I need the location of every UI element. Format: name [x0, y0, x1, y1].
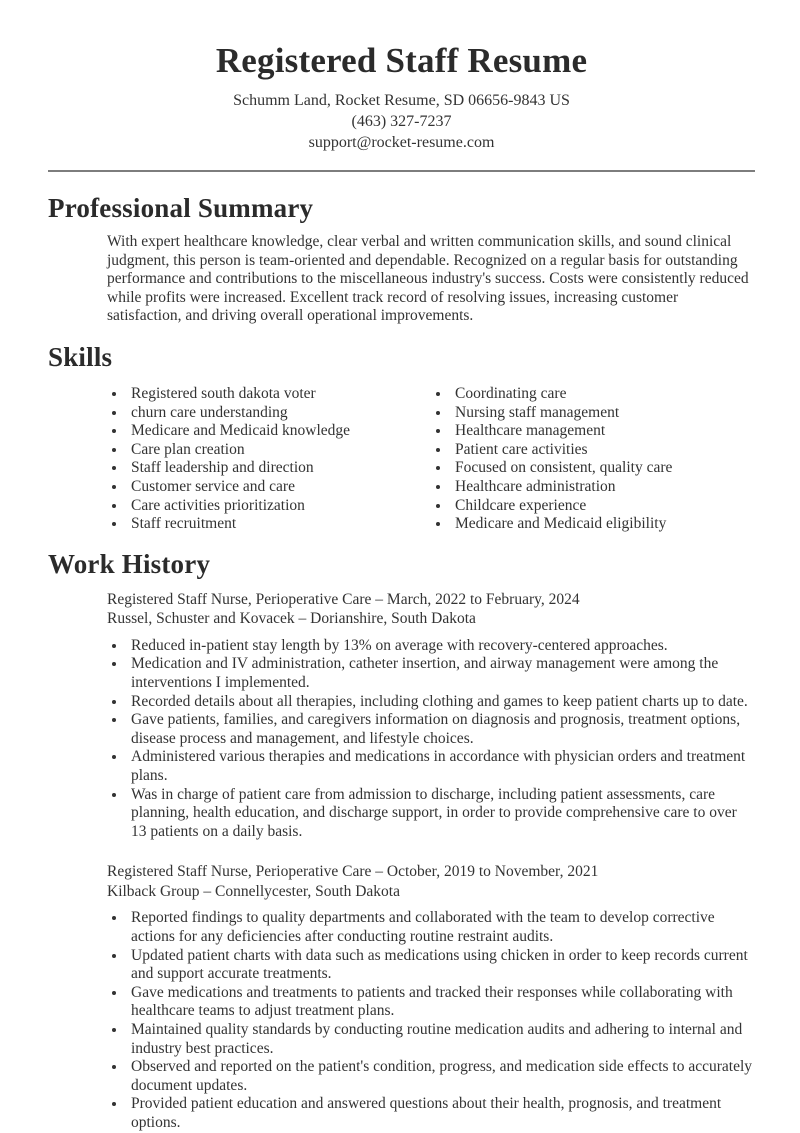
list-item: • Care plan creation	[127, 441, 431, 460]
list-item: • Medicare and Medicaid knowledge	[127, 422, 431, 441]
header-divider	[48, 170, 755, 172]
contact-phone: (463) 327-7237	[351, 113, 452, 130]
contact-block	[48, 90, 755, 153]
job-bullet: • Observed and reported on the patient's condition, progress, and medication side effects to accurately document updates.	[127, 1058, 755, 1095]
job-bullet: • Reported findings to quality departments and collaborated with the team to develop corrective actions for any deficiencies after conducting routine restraint audits.	[127, 909, 755, 946]
list-item: • Medicare and Medicaid eligibility	[451, 515, 755, 534]
list-item: • Registered south dakota voter	[127, 385, 431, 404]
list-item: • Childcare experience	[451, 497, 755, 516]
work-history-heading: Work History	[48, 548, 211, 579]
summary-paragraph: With expert healthcare knowledge, clear verbal and written communication skills, and sound clinical judgment, this person is team-oriented and dependable. Recognized on a regular basis for outstanding performance and contributions to the miscellaneous industry's success. Costs were consistently reduced while profits were increased. Excellent track record of resolving issues, increasing customer satisfaction, and driving overall operational improvements.	[107, 233, 749, 325]
section-skills	[48, 342, 755, 534]
list-item: • Care activities prioritization	[127, 497, 431, 516]
list-item: • Healthcare management	[451, 422, 755, 441]
job-bullet: • Updated patient charts with data such as medications using chicken in order to keep records current and support accurate treatments.	[127, 947, 755, 984]
job-bullet: • Medication and IV administration, catheter insertion, and airway management were among the interventions I implemented.	[127, 655, 755, 692]
skills-heading: Skills	[48, 342, 113, 373]
list-item: • Coordinating care	[451, 385, 755, 404]
list-item: • Customer service and care	[127, 478, 431, 497]
section-work-history	[48, 549, 755, 1133]
job-title-and-dates: Registered Staff Nurse, Perioperative Care – March, 2022 to February, 2024	[107, 590, 580, 608]
contact-address: Schumm Land, Rocket Resume, SD 06656-9843 US	[233, 92, 570, 109]
job-bullet: • Administered various therapies and medications in accordance with physician orders and treatment plans.	[127, 748, 755, 785]
job-bullet: • Provided patient education and answered questions about their health, prognosis, and treatment options.	[127, 1095, 755, 1132]
job-company-and-location: Kilback Group – Connellycester, South Dakota	[107, 882, 400, 900]
contact-email: support@rocket-resume.com	[308, 134, 495, 151]
job-bullet: • Reduced in-patient stay length by 13% on average with recovery-centered approaches.	[127, 637, 755, 656]
job-bullet-list	[107, 637, 755, 842]
list-item: • Healthcare administration	[451, 478, 755, 497]
document-header	[48, 40, 755, 153]
job-company-and-location: Russel, Schuster and Kovacek – Dorianshire, South Dakota	[107, 610, 476, 628]
job-bullet: • Recorded details about all therapies, including clothing and games to keep patient charts up to date.	[127, 693, 755, 712]
job-bullet: • Gave medications and treatments to patients and tracked their responses while collaborating with healthcare teams to adjust treatment plans.	[127, 984, 755, 1021]
list-item: • Focused on consistent, quality care	[451, 459, 755, 478]
skills-list-left	[107, 385, 431, 534]
list-item: • churn care understanding	[127, 404, 431, 423]
summary-heading: Professional Summary	[48, 193, 314, 223]
list-item: • Patient care activities	[451, 441, 755, 460]
list-item: • Staff leadership and direction	[127, 459, 431, 478]
job-bullet-list	[107, 909, 755, 1132]
job-title-and-dates: Registered Staff Nurse, Perioperative Care – October, 2019 to November, 2021	[107, 863, 599, 881]
job-entry	[107, 862, 755, 1132]
resume-title: Registered Staff Resume	[215, 41, 588, 80]
job-bullet: • Maintained quality standards by conducting routine medication audits and adhering to internal and industry best practices.	[127, 1021, 755, 1058]
skills-list-right	[431, 385, 755, 534]
job-bullet: • Was in charge of patient care from admission to discharge, including patient assessments, care planning, health education, and discharge support, in order to provide comprehensive care to over 13 patients on a daily basis.	[127, 786, 755, 842]
job-bullet: • Gave patients, families, and caregivers information on diagnosis and prognosis, treatment options, disease process and management, and lifestyle choices.	[127, 711, 755, 748]
jobs-container	[107, 590, 755, 1133]
skills-columns	[107, 385, 755, 534]
list-item: • Staff recruitment	[127, 515, 431, 534]
job-entry	[107, 590, 755, 842]
list-item: • Nursing staff management	[451, 404, 755, 423]
section-professional-summary	[48, 193, 755, 326]
